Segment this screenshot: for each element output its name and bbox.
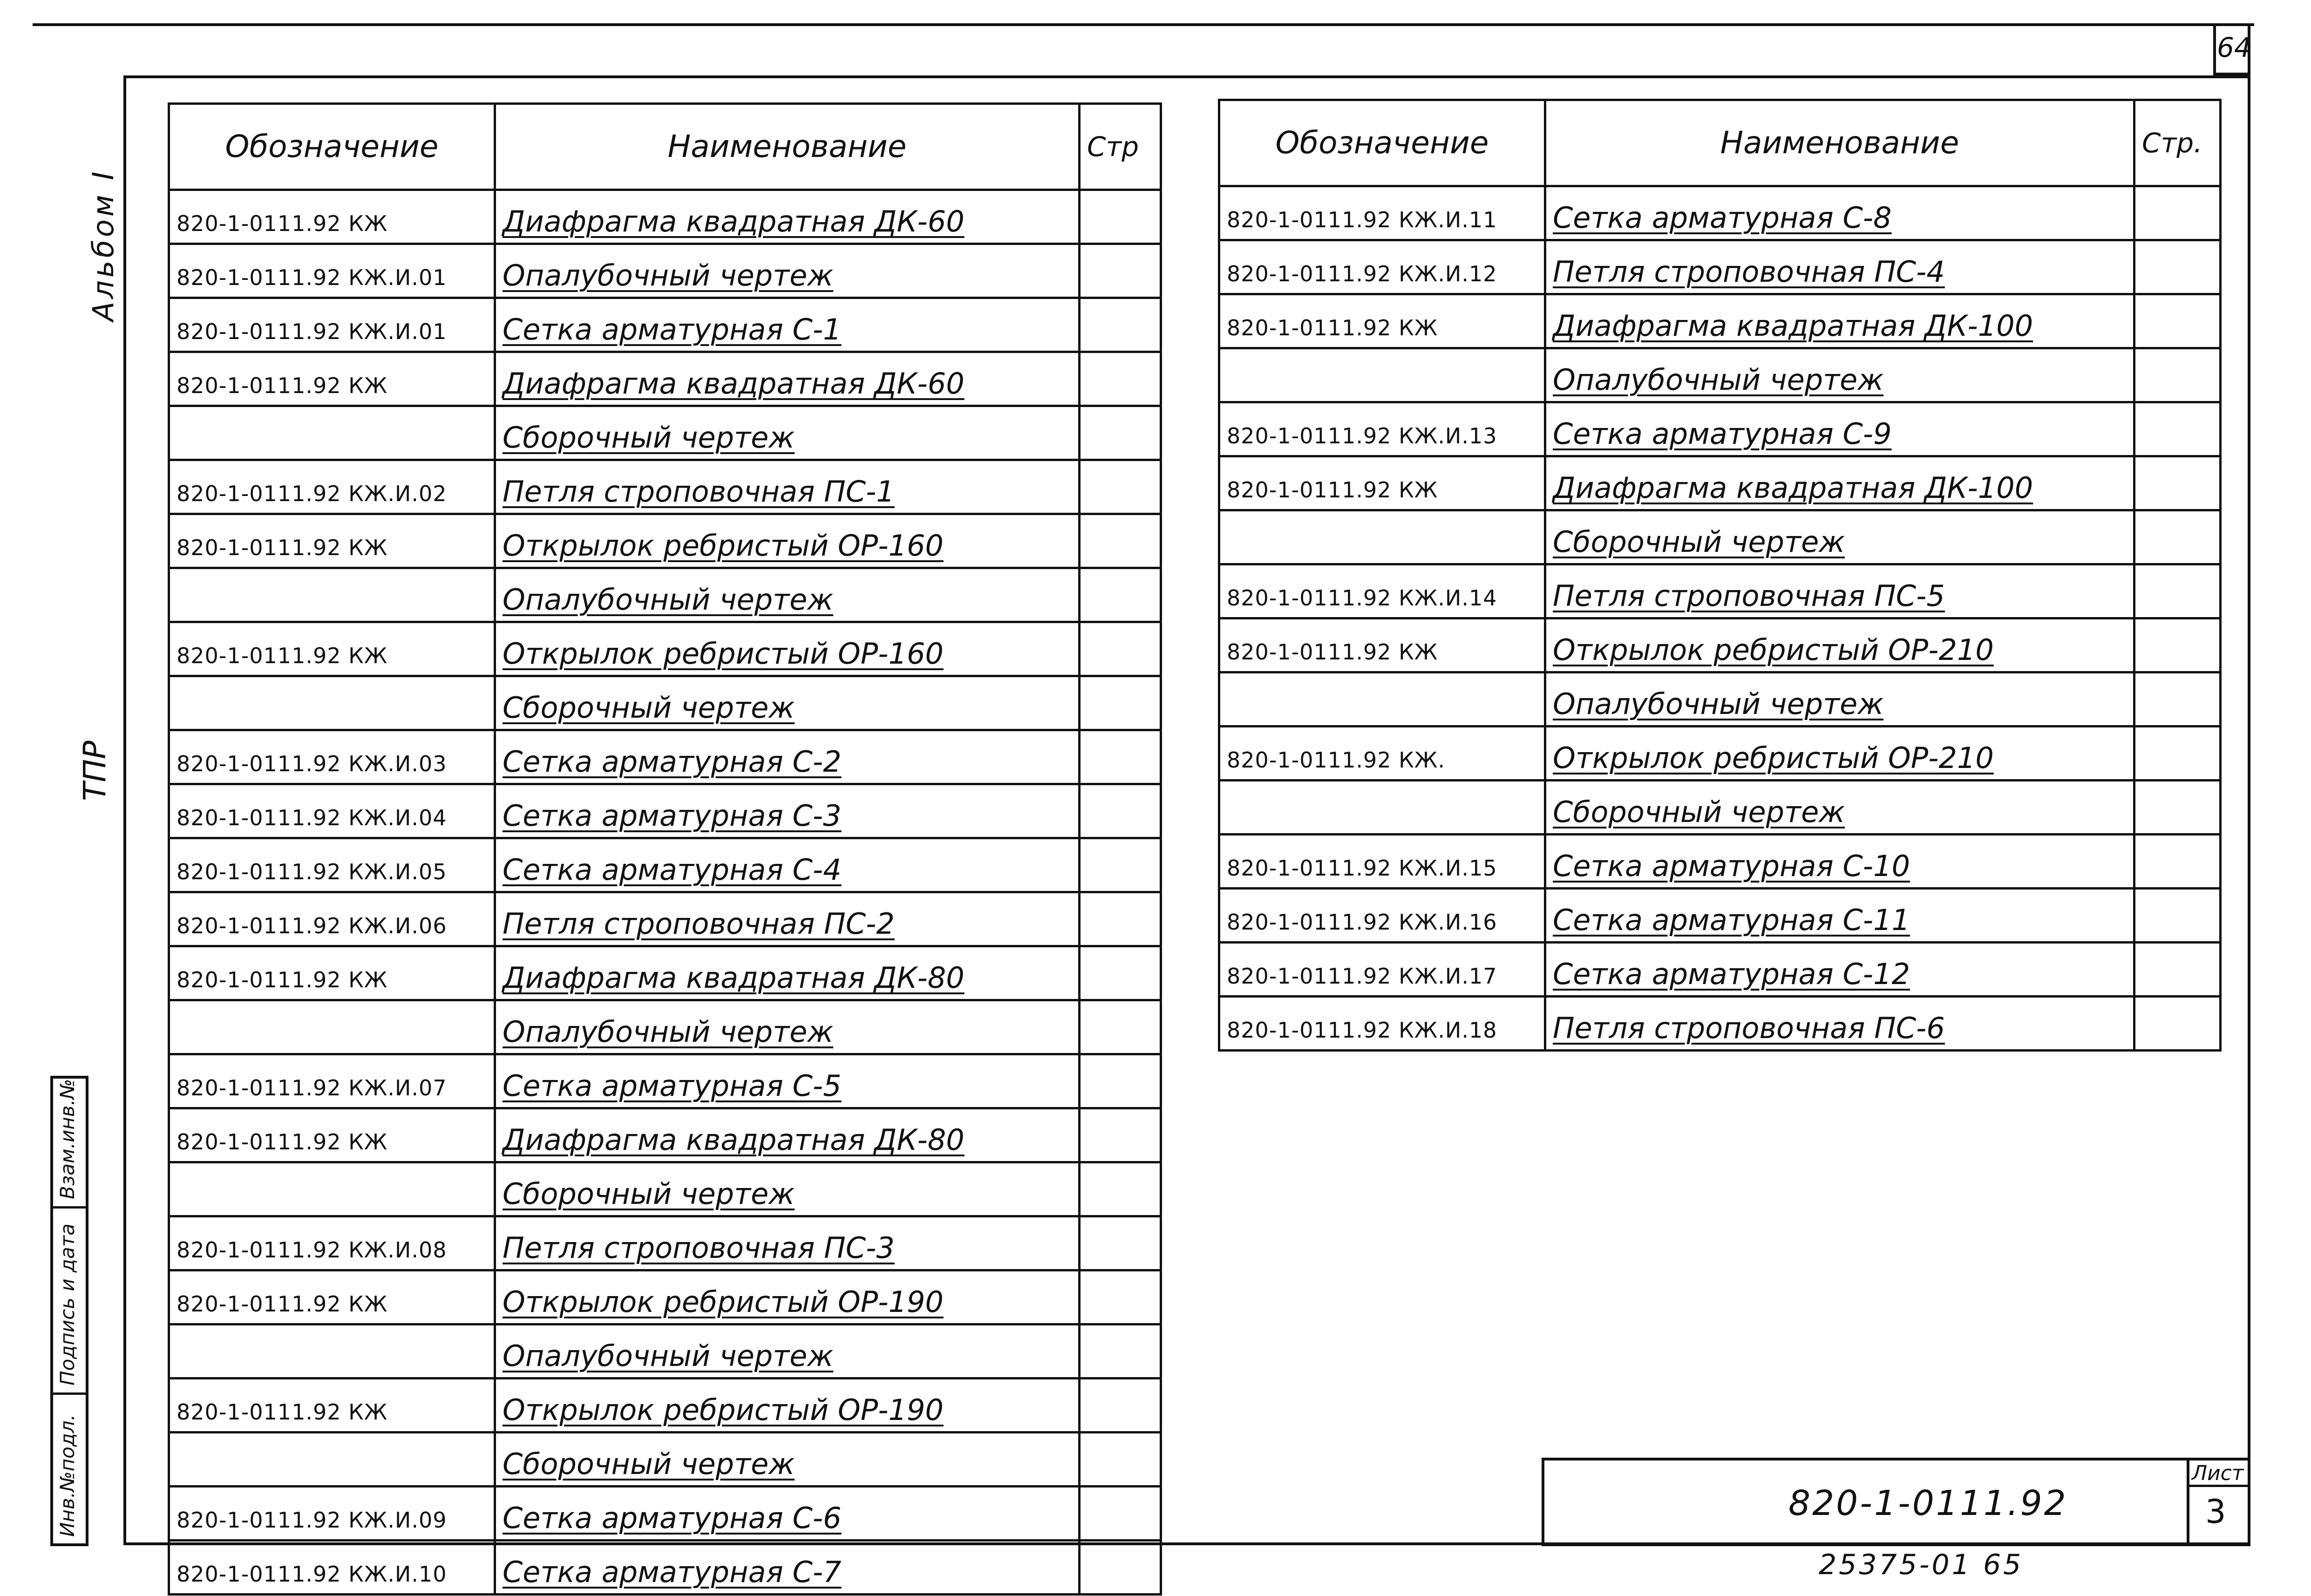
table-row	[169, 1270, 1161, 1324]
row-name: Сетка арматурная С-1	[495, 298, 1080, 352]
row-name: Сетка арматурная С-2	[495, 730, 1080, 784]
row-code: 820-1-0111.92 КЖ.И.16	[1219, 889, 1545, 943]
table-row	[1219, 943, 2221, 997]
row-page	[1080, 946, 1161, 1000]
table-row	[169, 352, 1161, 406]
row-page	[1080, 892, 1161, 946]
row-page	[1080, 784, 1161, 838]
table-row	[169, 1379, 1161, 1433]
left-register-table	[168, 102, 1162, 1596]
row-name: Сетка арматурная С-6	[495, 1487, 1080, 1541]
table-row	[1219, 997, 2221, 1051]
row-name: Открылок ребристый ОР-190	[495, 1270, 1080, 1324]
row-page	[1080, 730, 1161, 784]
row-code: 820-1-0111.92 КЖ.И.12	[1219, 240, 1545, 294]
row-code	[1219, 510, 1545, 564]
row-page	[2134, 727, 2221, 781]
row-name: Петля строповочная ПС-3	[495, 1216, 1080, 1270]
table-row	[169, 838, 1161, 892]
row-name: Петля строповочная ПС-4	[1545, 240, 2134, 294]
row-code: 820-1-0111.92 КЖ.И.17	[1219, 943, 1545, 997]
row-code	[169, 1324, 495, 1379]
sheet-label: Лист	[2192, 1461, 2244, 1485]
row-name: Сетка арматурная С-4	[495, 838, 1080, 892]
row-name: Сборочный чертеж	[495, 1433, 1080, 1487]
row-page	[1080, 1487, 1161, 1541]
row-page	[1080, 622, 1161, 676]
row-page	[2134, 943, 2221, 997]
row-code: 820-1-0111.92 КЖ.И.14	[1219, 564, 1545, 618]
table-row	[1219, 564, 2221, 618]
row-code: 820-1-0111.92 КЖ.И.06	[169, 892, 495, 946]
row-code: 820-1-0111.92 КЖ.И.11	[1219, 186, 1545, 240]
row-name: Открылок ребристый ОР-160	[495, 514, 1080, 568]
table-row	[1219, 835, 2221, 889]
row-code	[169, 676, 495, 730]
tpr-label: ТПР	[77, 740, 113, 801]
row-page	[1080, 1324, 1161, 1379]
right-register-table	[1218, 99, 2222, 1052]
row-page	[2134, 402, 2221, 456]
table-row	[169, 892, 1161, 946]
row-page	[1080, 406, 1161, 460]
row-name: Диафрагма квадратная ДК-60	[495, 352, 1080, 406]
row-name: Открылок ребристый ОР-160	[495, 622, 1080, 676]
row-page	[2134, 564, 2221, 618]
row-page	[1080, 1541, 1161, 1595]
row-page	[1080, 352, 1161, 406]
row-code: 820-1-0111.92 КЖ.И.13	[1219, 402, 1545, 456]
table-row	[1219, 510, 2221, 564]
row-code: 820-1-0111.92 КЖ.И.07	[169, 1054, 495, 1108]
row-page	[2134, 510, 2221, 564]
table-row	[169, 1216, 1161, 1270]
row-code	[1219, 781, 1545, 835]
stamp-label-replace: Взам.инв.№	[56, 1079, 79, 1199]
table-row	[169, 1433, 1161, 1487]
row-name: Сетка арматурная С-5	[495, 1054, 1080, 1108]
row-name: Сборочный чертеж	[495, 676, 1080, 730]
row-code	[169, 1000, 495, 1054]
row-code: 820-1-0111.92 КЖ.И.15	[1219, 835, 1545, 889]
row-code: 820-1-0111.92 КЖ	[169, 622, 495, 676]
row-name: Открылок ребристый ОР-210	[1545, 727, 2134, 781]
row-code: 820-1-0111.92 КЖ	[169, 352, 495, 406]
header-page: Стр	[1080, 104, 1161, 190]
row-code: 820-1-0111.92 КЖ.И.09	[169, 1487, 495, 1541]
table-row	[169, 1487, 1161, 1541]
row-page	[2134, 456, 2221, 510]
stamp-label-inv: Инв.№подл.	[56, 1414, 79, 1537]
row-name: Диафрагма квадратная ДК-80	[495, 1108, 1080, 1162]
top-border-line	[33, 23, 2254, 26]
row-name: Диафрагма квадратная ДК-60	[495, 190, 1080, 244]
archive-number: 25375-01 65	[1819, 1548, 2024, 1581]
row-name: Сетка арматурная С-12	[1545, 943, 2134, 997]
table-row	[169, 1324, 1161, 1379]
row-page	[2134, 672, 2221, 727]
row-code	[169, 406, 495, 460]
table-row	[169, 244, 1161, 298]
row-name: Петля строповочная ПС-1	[495, 460, 1080, 514]
table-row	[169, 784, 1161, 838]
header-name: Наименование	[495, 104, 1080, 190]
table-header-row	[1219, 100, 2221, 186]
row-page	[1080, 244, 1161, 298]
table-row	[1219, 889, 2221, 943]
row-name: Сборочный чертеж	[495, 406, 1080, 460]
row-name: Сетка арматурная С-3	[495, 784, 1080, 838]
row-name: Сборочный чертеж	[495, 1162, 1080, 1216]
row-code	[1219, 672, 1545, 727]
table-row	[169, 514, 1161, 568]
row-name: Петля строповочная ПС-2	[495, 892, 1080, 946]
stamp-cell-line	[50, 1206, 88, 1209]
stamp-label-signature: Подпись и дата	[56, 1223, 79, 1385]
row-code	[169, 568, 495, 622]
header-code: Обозначение	[1219, 100, 1545, 186]
row-code: 820-1-0111.92 КЖ	[169, 1108, 495, 1162]
row-code: 820-1-0111.92 КЖ	[169, 190, 495, 244]
row-name: Сетка арматурная С-9	[1545, 402, 2134, 456]
header-name: Наименование	[1545, 100, 2134, 186]
table-row	[169, 460, 1161, 514]
row-name: Сетка арматурная С-10	[1545, 835, 2134, 889]
table-row	[169, 1108, 1161, 1162]
row-page	[1080, 1162, 1161, 1216]
table-row	[1219, 456, 2221, 510]
table-row	[169, 190, 1161, 244]
row-page	[2134, 294, 2221, 348]
row-page	[2134, 348, 2221, 402]
row-code	[1219, 348, 1545, 402]
row-name: Сборочный чертеж	[1545, 781, 2134, 835]
row-page	[1080, 838, 1161, 892]
row-page	[2134, 997, 2221, 1051]
row-name: Сетка арматурная С-7	[495, 1541, 1080, 1595]
row-page	[1080, 1433, 1161, 1487]
row-page	[2134, 618, 2221, 672]
row-name: Опалубочный чертеж	[495, 568, 1080, 622]
row-page	[1080, 1000, 1161, 1054]
row-code: 820-1-0111.92 КЖ.И.01	[169, 298, 495, 352]
row-page	[1080, 1270, 1161, 1324]
table-row	[1219, 348, 2221, 402]
row-page	[2134, 781, 2221, 835]
row-name: Сетка арматурная С-8	[1545, 186, 2134, 240]
row-page	[1080, 1379, 1161, 1433]
row-page	[2134, 889, 2221, 943]
table-row	[169, 676, 1161, 730]
row-code: 820-1-0111.92 КЖ	[169, 514, 495, 568]
left-stamp-divider	[86, 1076, 88, 1546]
row-name: Диафрагма квадратная ДК-80	[495, 946, 1080, 1000]
row-code: 820-1-0111.92 КЖ.И.04	[169, 784, 495, 838]
table-row	[1219, 672, 2221, 727]
row-code: 820-1-0111.92 КЖ	[169, 1270, 495, 1324]
row-code: 820-1-0111.92 КЖ.И.05	[169, 838, 495, 892]
corner-sheet-number: 64	[2217, 32, 2251, 63]
row-name: Петля строповочная ПС-6	[1545, 997, 2134, 1051]
row-code: 820-1-0111.92 КЖ	[169, 1379, 495, 1433]
row-code: 820-1-0111.92 КЖ.И.02	[169, 460, 495, 514]
table-row	[1219, 618, 2221, 672]
table-row	[169, 730, 1161, 784]
table-row	[1219, 781, 2221, 835]
row-name: Сборочный чертеж	[1545, 510, 2134, 564]
table-header-row	[169, 104, 1161, 190]
row-page	[1080, 1108, 1161, 1162]
row-code	[169, 1433, 495, 1487]
table-row	[1219, 727, 2221, 781]
row-page	[1080, 1054, 1161, 1108]
row-page	[1080, 1216, 1161, 1270]
row-code: 820-1-0111.92 КЖ.И.01	[169, 244, 495, 298]
table-row	[169, 946, 1161, 1000]
table-row	[169, 1054, 1161, 1108]
row-name: Петля строповочная ПС-5	[1545, 564, 2134, 618]
table-row	[169, 1000, 1161, 1054]
row-code	[169, 1162, 495, 1216]
row-code: 820-1-0111.92 КЖ.И.08	[169, 1216, 495, 1270]
row-code: 820-1-0111.92 КЖ.	[1219, 727, 1545, 781]
row-page	[2134, 240, 2221, 294]
table-row	[1219, 402, 2221, 456]
row-page	[2134, 186, 2221, 240]
row-code: 820-1-0111.92 КЖ	[1219, 456, 1545, 510]
header-page: Стр.	[2134, 100, 2221, 186]
table-row	[169, 1541, 1161, 1595]
row-page	[1080, 190, 1161, 244]
row-name: Опалубочный чертеж	[1545, 348, 2134, 402]
row-name: Опалубочный чертеж	[495, 244, 1080, 298]
table-row	[1219, 186, 2221, 240]
row-page	[1080, 460, 1161, 514]
row-code: 820-1-0111.92 КЖ.И.03	[169, 730, 495, 784]
table-row	[169, 1162, 1161, 1216]
row-name: Опалубочный чертеж	[495, 1324, 1080, 1379]
row-page	[1080, 298, 1161, 352]
row-page	[1080, 568, 1161, 622]
row-page	[2134, 835, 2221, 889]
row-code: 820-1-0111.92 КЖ.И.10	[169, 1541, 495, 1595]
row-name: Опалубочный чертеж	[495, 1000, 1080, 1054]
table-row	[169, 622, 1161, 676]
stamp-cell-line	[50, 1392, 88, 1395]
table-row	[169, 406, 1161, 460]
row-page	[1080, 676, 1161, 730]
row-code: 820-1-0111.92 КЖ	[1219, 618, 1545, 672]
row-name: Диафрагма квадратная ДК-100	[1545, 456, 2134, 510]
header-code: Обозначение	[169, 104, 495, 190]
table-row	[1219, 240, 2221, 294]
table-row	[169, 298, 1161, 352]
table-row	[1219, 294, 2221, 348]
row-name: Открылок ребристый ОР-210	[1545, 618, 2134, 672]
table-row	[169, 568, 1161, 622]
album-label: Альбом I	[86, 169, 120, 321]
row-name: Опалубочный чертеж	[1545, 672, 2134, 727]
document-code: 820-1-0111.92	[1788, 1483, 2068, 1523]
row-code: 820-1-0111.92 КЖ	[1219, 294, 1545, 348]
row-code: 820-1-0111.92 КЖ.И.18	[1219, 997, 1545, 1051]
row-code: 820-1-0111.92 КЖ	[169, 946, 495, 1000]
row-name: Сетка арматурная С-11	[1545, 889, 2134, 943]
row-name: Открылок ребристый ОР-190	[495, 1379, 1080, 1433]
title-block-divider	[2187, 1458, 2189, 1546]
sheet-number: 3	[2205, 1493, 2226, 1531]
row-name: Диафрагма квадратная ДК-100	[1545, 294, 2134, 348]
row-page	[1080, 514, 1161, 568]
